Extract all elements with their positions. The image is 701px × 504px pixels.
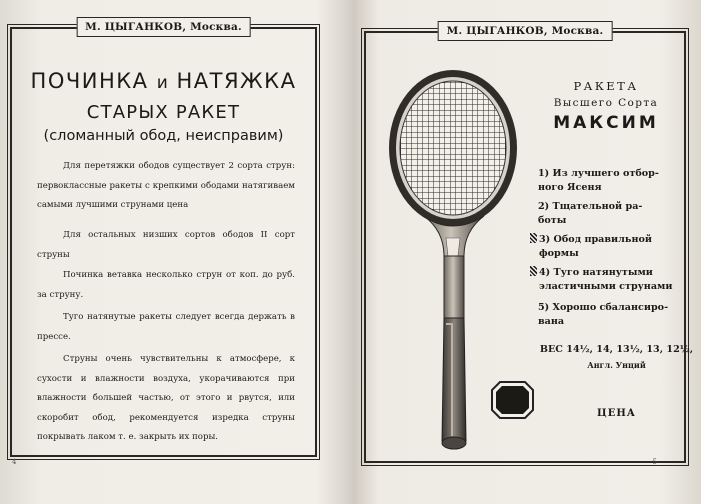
product-heading-racket: РАКЕТА [573,79,639,93]
feature-item [538,167,688,195]
feature-line: ного Ясеня [538,182,602,193]
feature-line: боты [538,215,567,226]
page-subtitle-note: (сломанный обод, неисправим) [43,128,284,144]
paragraph: Для остальных низших сортов ободов II сорт струны [37,230,295,260]
paragraph-repair [37,266,295,305]
paragraph-press [37,308,295,347]
weight-units: Англ. Унций [587,360,646,370]
title-part2: НАТЯЖКА [176,69,297,93]
paragraph: Струны очень чувствительны к атмосфере, к сухости и влажности воздуха, укорачиваются при влажности большей частью, от этого и рвутся, или скоробит обод, рекомендуется изредка струны покрывать лаком т. е. закрыть их поры. [37,354,295,442]
feature-item [530,266,680,294]
right-page-header: М. ЦЫГАНКОВ, Москва. [438,21,613,41]
feature-line: 1) Из лучшего отбор- [538,168,659,179]
ink-mark-icon [530,266,537,276]
feature-line: 4) Туго натянутыми [539,267,653,278]
title-conjunction: и [156,73,169,93]
left-page-frame [10,21,317,457]
title-part1: ПОЧИНКА [30,69,149,93]
page-number-right: 5 [652,458,657,466]
feature-line: формы [539,248,579,259]
paragraph: Для перетяжки ободов существует 2 сорта струн: первоклассные ракеты с крепкими ободами натягиваем самыми лучшими струнами цена [37,161,295,210]
paragraph-other [37,226,295,265]
feature-item [538,200,688,228]
feature-line: 2) Тщательной ра- [538,201,643,212]
feature-item [538,301,688,329]
page-title [12,69,315,93]
product-name: МАКСИМ [553,113,659,133]
left-page [0,0,350,504]
racket-butt-cap-illustration [490,380,535,420]
right-page [350,0,701,504]
left-page-header: М. ЦЫГАНКОВ, Москва. [76,17,251,37]
feature-line: 3) Обод правильной [539,234,652,245]
product-heading-grade: Высшего Сорта [553,97,659,109]
paragraph-care [37,350,295,448]
feature-line: эластичными струнами [539,281,673,292]
paragraph: Починка ветавка несколько струн от коп. до руб. за струну. [37,270,295,300]
page-number-left: 4 [12,458,17,466]
page-subtitle: СТАРЫХ РАКЕТ [86,102,241,123]
feature-line: 5) Хорошо сбалансиро- [538,302,669,313]
paragraph-strings [37,157,295,216]
feature-item [530,233,680,261]
right-page-frame [364,25,694,463]
feature-line: вана [538,316,565,327]
price-label: ЦЕНА [597,408,636,419]
weight-line: ВЕС 14½, 14, 13½, 13, 12½, [539,344,694,355]
paragraph: Туго натянутые ракеты следует всегда держать в прессе. [37,312,295,342]
ink-mark-icon [530,233,537,243]
